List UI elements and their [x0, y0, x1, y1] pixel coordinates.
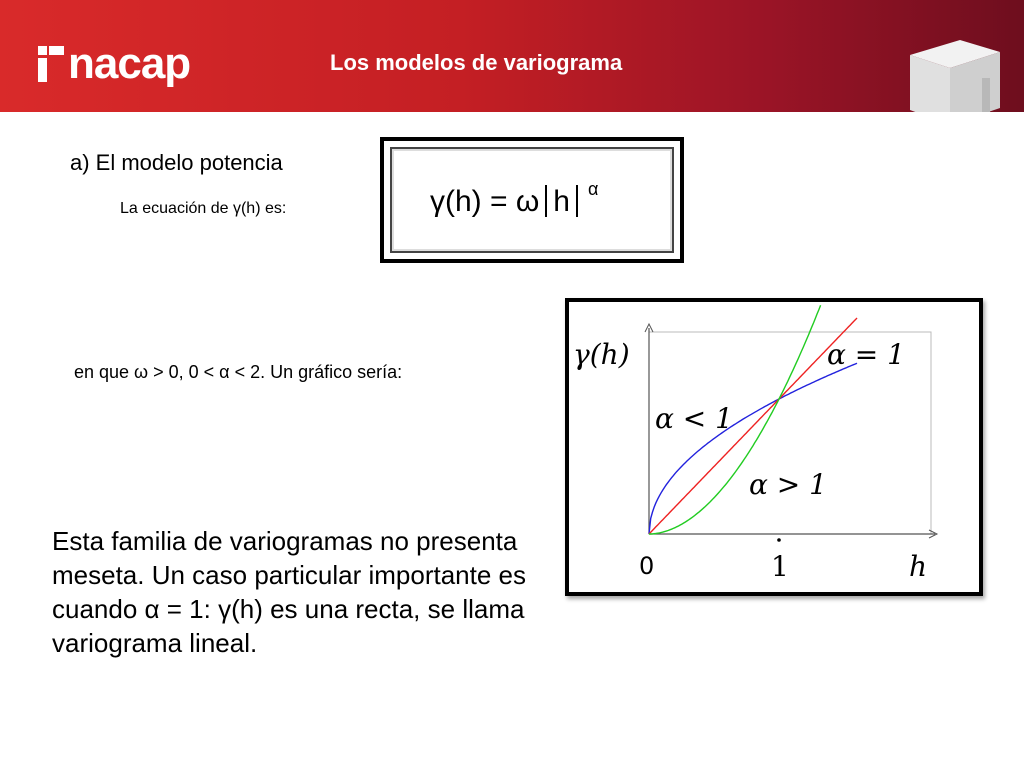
section-heading: a) El modelo potencia — [70, 150, 283, 175]
series-label-1: α < 1 — [655, 402, 733, 435]
series-label-2: α = 1 — [827, 338, 905, 371]
x-tick-label: 0 — [639, 552, 655, 580]
logo-mark-icon — [38, 46, 64, 82]
condition-text: en que ω > 0, 0 < α < 2. Un gráfico sería: — [74, 362, 403, 382]
formula-lhs: γ(h) = ω — [430, 185, 540, 218]
logo-text: nacap — [68, 39, 191, 88]
chart-svg — [569, 302, 979, 592]
equation-intro: La ecuación de γ(h) es: — [120, 200, 287, 217]
series-line-1 — [649, 363, 857, 534]
formula-box — [380, 137, 684, 263]
formula — [430, 179, 598, 219]
y-axis-label: γ(h) — [573, 338, 630, 371]
body-paragraph: Esta familia de variogramas no presenta meseta. Un caso particular importante es cuando α = 1: γ(h) es una recta, se llama variograma lineal. — [52, 526, 526, 658]
inacap-logo — [38, 34, 190, 94]
x-axis-label: h — [909, 550, 928, 583]
formula-exponent: α — [587, 179, 599, 199]
x-tick-1-mark — [777, 538, 781, 542]
formula-var: h — [553, 185, 570, 218]
cube-decoration-icon — [900, 30, 1010, 112]
x-tick-label: 1 — [771, 550, 789, 583]
series-label-3: α > 1 — [749, 468, 827, 501]
slide-title: Los modelos de variograma — [330, 50, 623, 75]
header-banner — [0, 0, 1024, 112]
variogram-chart — [565, 298, 983, 596]
